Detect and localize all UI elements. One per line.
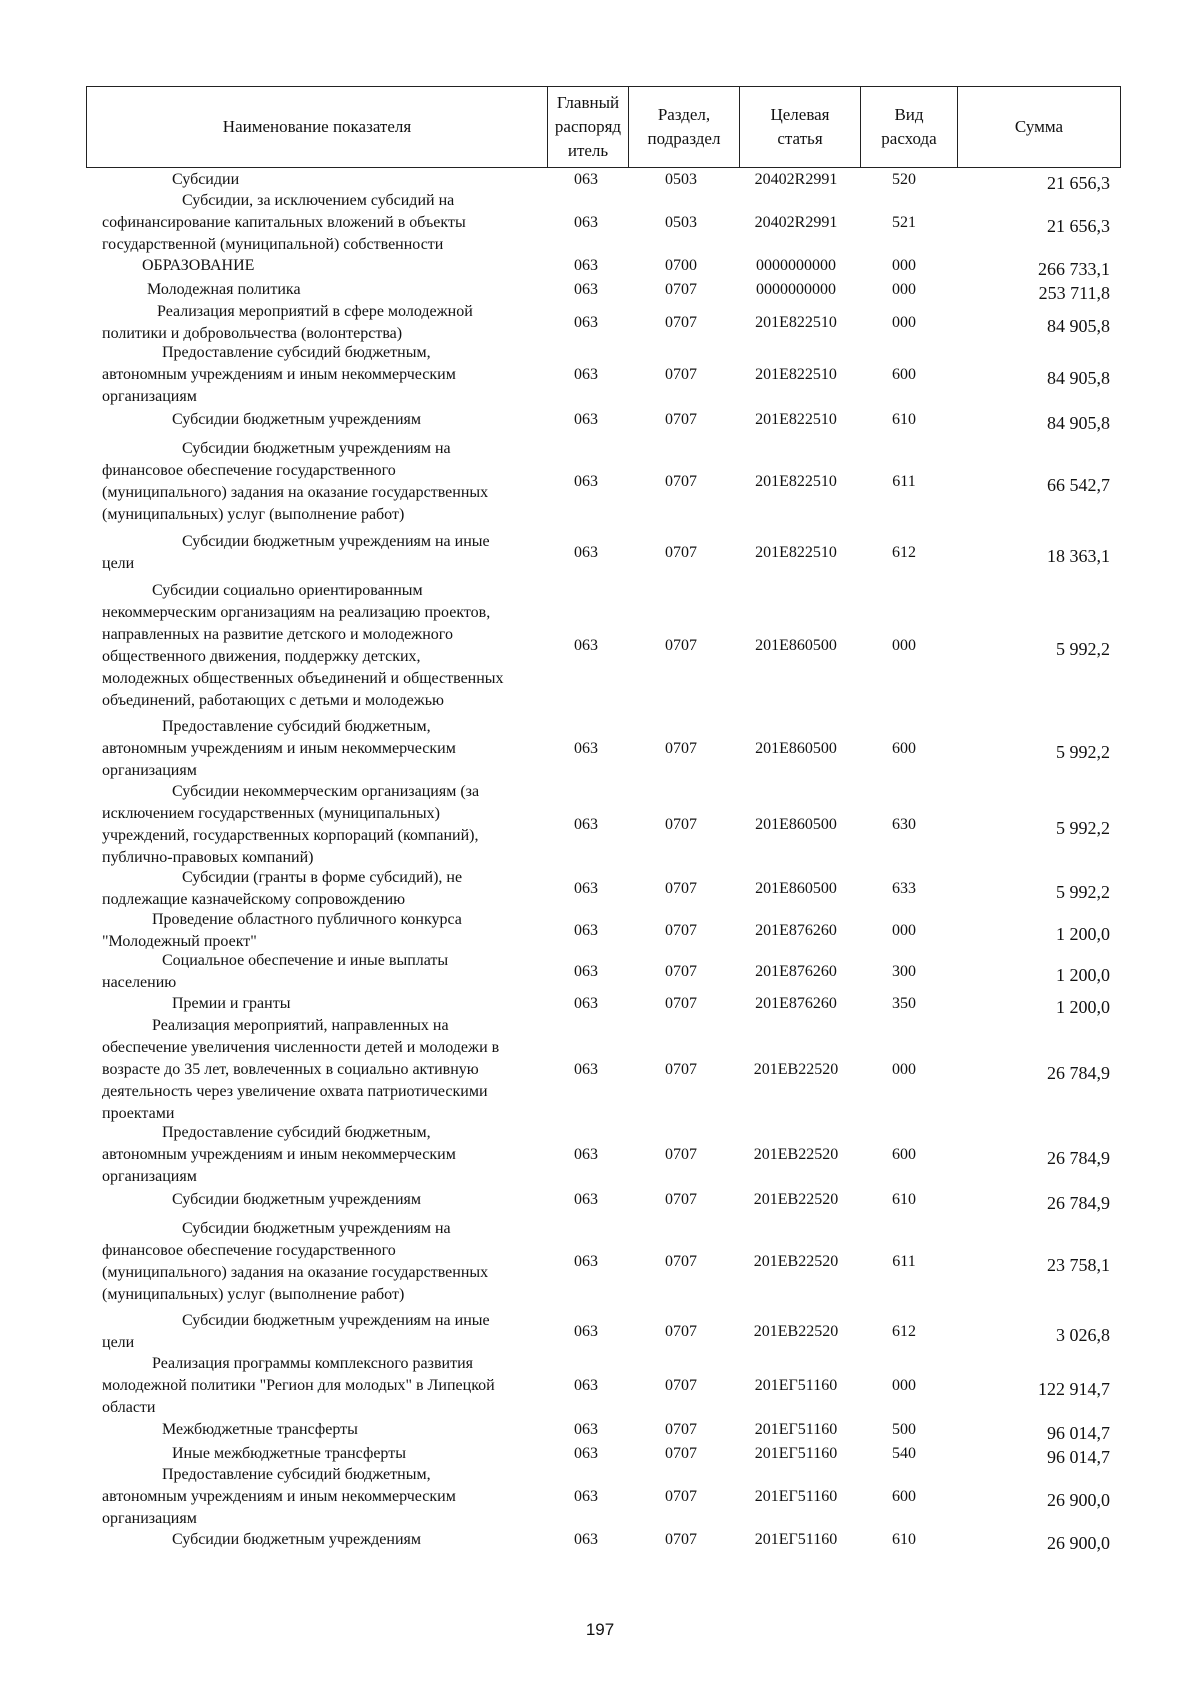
row-name-line: публично-правовых компаний): [102, 849, 314, 866]
row-summa: [952, 1443, 1114, 1465]
table-row: [86, 1124, 1114, 1186]
row-razdel: 0503: [665, 214, 697, 231]
row-name-line: Реализация мероприятий в сфере молодежной: [157, 303, 473, 320]
row-razdel: 0707: [665, 922, 697, 939]
row-celevaya: 201E860500: [755, 637, 837, 654]
table-row: [86, 344, 1114, 406]
row-summa-value: 5 992,2: [1056, 818, 1110, 838]
row-razdel: 0707: [665, 963, 697, 980]
table-row: [86, 254, 1114, 278]
row-glavny: 063: [574, 411, 598, 428]
row-summa-value: 26 784,9: [1047, 1193, 1110, 1213]
header-razdel-line: подраздел: [647, 129, 721, 148]
table-row: [86, 910, 1114, 952]
row-name-line: цели: [102, 555, 135, 572]
row-celevaya: 201E822510: [755, 411, 837, 428]
row-vid: 611: [892, 1253, 916, 1270]
row-celevaya: 201EB22520: [753, 1146, 839, 1163]
row-name-line: Субсидии некоммерческим организациям (за: [172, 783, 480, 800]
row-summa-value: 3 026,8: [1056, 1325, 1110, 1345]
row-name-line: Субсидии, за исключением субсидий на: [182, 192, 455, 209]
row-name-line: автономным учреждениям и иным некоммерческим: [102, 366, 456, 383]
row-razdel: 0707: [665, 1323, 697, 1340]
row-razdel: 0707: [665, 995, 697, 1012]
row-glavny: 063: [574, 637, 598, 654]
row-name-line: автономным учреждениям и иным некоммерческим: [102, 740, 456, 757]
header-vid: [861, 87, 958, 168]
row-summa: [952, 1144, 1114, 1166]
row-glavny: 063: [574, 171, 598, 188]
table-row: [86, 952, 1114, 992]
row-summa: [952, 169, 1114, 191]
row-name: [86, 409, 546, 431]
table-row: [86, 1214, 1114, 1310]
row-name-line: Реализация программы комплексного развития: [152, 1355, 473, 1372]
row-vid: 521: [892, 214, 916, 231]
row-name-line: проектами: [102, 1105, 175, 1122]
row-name: [86, 169, 546, 191]
row-summa: [952, 1321, 1114, 1343]
row-summa: [952, 814, 1114, 836]
row-name: [86, 950, 546, 994]
row-name-line: Субсидии бюджетным учреждениям: [172, 1191, 421, 1208]
row-celevaya: 0000000000: [756, 257, 836, 274]
row-summa-value: 84 905,8: [1047, 316, 1110, 336]
row-razdel: 0707: [665, 816, 697, 833]
row-celevaya: 20402R2991: [754, 171, 838, 188]
header-glavny-line: итель: [567, 141, 609, 160]
row-name: [86, 867, 546, 911]
page-number: 197: [585, 1620, 615, 1639]
row-summa: [952, 364, 1114, 386]
row-name-line: подлежащие казначейскому сопровождению: [102, 891, 406, 908]
row-vid: 350: [892, 995, 916, 1012]
row-name-line: Субсидии бюджетным учреждениям на: [182, 1220, 451, 1237]
row-name-line: обеспечение увеличения численности детей и молодежи в: [102, 1039, 500, 1056]
row-name: [86, 342, 546, 408]
row-glavny: 063: [574, 740, 598, 757]
row-name-line: финансовое обеспечение государственного: [102, 462, 396, 479]
row-celevaya: 201EГ51160: [754, 1377, 838, 1394]
row-vid: 600: [892, 1146, 916, 1163]
header-glavny: [548, 87, 629, 168]
row-name-line: некоммерческим организациям на реализацию проектов,: [102, 604, 491, 621]
row-razdel: 0707: [665, 1488, 697, 1505]
row-name: [86, 301, 546, 345]
row-glavny: 063: [574, 880, 598, 897]
row-celevaya: 201E876260: [755, 995, 837, 1012]
row-summa: [952, 635, 1114, 657]
row-razdel: 0707: [665, 314, 697, 331]
row-name: [86, 1443, 546, 1465]
row-name-line: Межбюджетные трансферты: [162, 1421, 358, 1438]
row-name-line: (муниципального) задания на оказание государственных: [102, 484, 489, 501]
row-summa: [952, 961, 1114, 983]
row-summa: [952, 312, 1114, 334]
table-row: [86, 406, 1114, 434]
row-vid: 300: [892, 963, 916, 980]
row-name-line: Молодежная политика: [147, 281, 301, 298]
row-summa-value: 26 784,9: [1047, 1063, 1110, 1083]
row-name-line: Субсидии бюджетным учреждениям на иные: [182, 1312, 490, 1329]
row-celevaya: 201E822510: [755, 314, 837, 331]
row-razdel: 0707: [665, 281, 697, 298]
table-row: [86, 1016, 1114, 1124]
row-summa-value: 21 656,3: [1047, 173, 1110, 193]
row-summa: [952, 255, 1114, 277]
row-summa-value: 23 758,1: [1047, 1255, 1110, 1275]
row-name: [86, 531, 546, 575]
row-name-line: населению: [102, 974, 177, 991]
row-celevaya: 201EB22520: [753, 1323, 839, 1340]
row-glavny: 063: [574, 1531, 598, 1548]
row-summa: [952, 1375, 1114, 1397]
row-name-line: учреждений, государственных корпораций (компаний),: [102, 827, 479, 844]
table-row: [86, 1186, 1114, 1214]
row-vid: 610: [892, 1531, 916, 1548]
row-glavny: 063: [574, 1445, 598, 1462]
row-name: [86, 716, 546, 782]
row-summa-value: 1 200,0: [1056, 924, 1110, 944]
row-name-line: организациям: [102, 1510, 197, 1527]
row-name: [86, 1218, 546, 1306]
table-row: [86, 1466, 1114, 1528]
row-razdel: 0707: [665, 411, 697, 428]
row-name-line: Социальное обеспечение и иные выплаты: [162, 952, 449, 969]
row-name: [86, 190, 546, 256]
row-summa-value: 21 656,3: [1047, 216, 1110, 236]
header-razdel-line: Раздел,: [657, 105, 711, 124]
row-vid: 000: [892, 637, 916, 654]
row-name-line: "Молодежный проект": [102, 933, 257, 950]
row-celevaya: 0000000000: [756, 281, 836, 298]
table-row: [86, 992, 1114, 1016]
table-row: [86, 1442, 1114, 1466]
row-celevaya: 20402R2991: [754, 214, 838, 231]
row-glavny: 063: [574, 257, 598, 274]
row-name: [86, 1529, 546, 1551]
row-name-line: Предоставление субсидий бюджетным,: [162, 344, 431, 361]
header-glavny-line: Главный: [556, 93, 620, 112]
row-celevaya: 201EГ51160: [754, 1488, 838, 1505]
row-vid: 612: [892, 544, 916, 561]
row-name: [86, 580, 546, 712]
header-celevaya-line: статья: [777, 129, 823, 148]
row-summa: [952, 1529, 1114, 1551]
row-name-line: Предоставление субсидий бюджетным,: [162, 1466, 431, 1483]
row-name: [86, 255, 546, 277]
row-name-line: (муниципального) задания на оказание государственных: [102, 1264, 489, 1281]
row-vid: 600: [892, 740, 916, 757]
row-vid: 630: [892, 816, 916, 833]
row-celevaya: 201E876260: [755, 922, 837, 939]
row-summa: [952, 409, 1114, 431]
row-razdel: 0707: [665, 1061, 697, 1078]
row-name-line: исключением государственных (муниципальных): [102, 805, 440, 822]
row-vid: 633: [892, 880, 916, 897]
row-celevaya: 201EГ51160: [754, 1445, 838, 1462]
row-summa: [952, 1419, 1114, 1441]
row-summa-value: 5 992,2: [1056, 639, 1110, 659]
row-celevaya: 201E822510: [755, 544, 837, 561]
row-name-line: Субсидии: [172, 171, 240, 188]
row-name: [86, 909, 546, 953]
row-razdel: 0700: [665, 257, 697, 274]
table-row: [86, 1354, 1114, 1418]
row-name-line: софинансирование капитальных вложений в объекты: [102, 214, 466, 231]
row-name-line: деятельность через увеличение охвата патриотическими: [102, 1083, 488, 1100]
row-glavny: 063: [574, 214, 598, 231]
row-name-line: молодежных общественных объединений и общественных: [102, 670, 504, 687]
table-row: [86, 434, 1114, 530]
table-row: [86, 782, 1114, 868]
row-name-line: Субсидии (гранты в форме субсидий), не: [182, 869, 463, 886]
row-summa: [952, 878, 1114, 900]
row-summa: [952, 212, 1114, 234]
row-vid: 540: [892, 1445, 916, 1462]
row-razdel: 0707: [665, 473, 697, 490]
row-razdel: 0707: [665, 366, 697, 383]
row-name-line: Предоставление субсидий бюджетным,: [162, 718, 431, 735]
row-razdel: 0707: [665, 1421, 697, 1438]
header-vid-line: расхода: [881, 129, 937, 148]
row-name-line: (муниципальных) услуг (выполнение работ): [102, 506, 405, 523]
row-name-line: финансовое обеспечение государственного: [102, 1242, 396, 1259]
row-glavny: 063: [574, 473, 598, 490]
table-body: [86, 168, 1114, 1552]
row-vid: 000: [892, 281, 916, 298]
row-glavny: 063: [574, 281, 598, 298]
row-celevaya: 201E860500: [755, 816, 837, 833]
row-razdel: 0707: [665, 637, 697, 654]
row-summa: [952, 1251, 1114, 1273]
row-razdel: 0707: [665, 1253, 697, 1270]
row-summa: [952, 738, 1114, 760]
row-razdel: 0707: [665, 740, 697, 757]
row-summa-value: 84 905,8: [1047, 368, 1110, 388]
table-row: [86, 302, 1114, 344]
table-row: [86, 1528, 1114, 1552]
row-name: [86, 1015, 546, 1125]
table-row: [86, 868, 1114, 910]
table-row: [86, 576, 1114, 716]
row-name-line: государственной (муниципальной) собственности: [102, 236, 444, 253]
row-name-line: возрасте до 35 лет, вовлеченных в социально активную: [102, 1061, 479, 1078]
row-vid: 000: [892, 257, 916, 274]
row-name-line: общественного движения, поддержку детских,: [102, 648, 421, 665]
row-name-line: Субсидии социально ориентированным: [152, 582, 423, 599]
row-razdel: 0707: [665, 880, 697, 897]
row-glavny: 063: [574, 1253, 598, 1270]
row-name-line: (муниципальных) услуг (выполнение работ): [102, 1286, 405, 1303]
row-name: [86, 279, 546, 301]
row-name-line: Субсидии бюджетным учреждениям: [172, 411, 421, 428]
row-name-line: Премии и гранты: [172, 995, 291, 1012]
header-glavny-line: распоряд: [554, 117, 622, 136]
row-name: [86, 781, 546, 869]
header-celevaya-line: Целевая: [770, 105, 830, 124]
row-celevaya: 201EГ51160: [754, 1421, 838, 1438]
row-name-line: направленных на развитие детского и молодежного: [102, 626, 453, 643]
row-vid: 520: [892, 171, 916, 188]
row-vid: 000: [892, 314, 916, 331]
row-vid: 000: [892, 1061, 916, 1078]
row-summa-value: 26 900,0: [1047, 1533, 1110, 1553]
row-celevaya: 201E822510: [755, 366, 837, 383]
row-name-line: Предоставление субсидий бюджетным,: [162, 1124, 431, 1141]
row-summa-value: 5 992,2: [1056, 882, 1110, 902]
row-name-line: Иные межбюджетные трансферты: [172, 1445, 406, 1462]
row-vid: 610: [892, 411, 916, 428]
row-summa-value: 96 014,7: [1047, 1423, 1110, 1443]
row-name-line: области: [102, 1399, 156, 1416]
header-razdel: [629, 87, 740, 168]
row-razdel: 0707: [665, 1146, 697, 1163]
row-glavny: 063: [574, 544, 598, 561]
row-summa: [952, 993, 1114, 1015]
row-name: [86, 1189, 546, 1211]
row-summa: [952, 1189, 1114, 1211]
row-razdel: 0503: [665, 171, 697, 188]
row-glavny: 063: [574, 1323, 598, 1340]
row-glavny: 063: [574, 995, 598, 1012]
row-celevaya: 201EГ51160: [754, 1531, 838, 1548]
row-razdel: 0707: [665, 1377, 697, 1394]
row-name-line: автономным учреждениям и иным некоммерческим: [102, 1146, 456, 1163]
row-name-line: Субсидии бюджетным учреждениям на иные: [182, 533, 490, 550]
header-celevaya: [740, 87, 861, 168]
row-glavny: 063: [574, 314, 598, 331]
row-vid: 600: [892, 366, 916, 383]
row-summa-value: 26 784,9: [1047, 1148, 1110, 1168]
row-name: [86, 1310, 546, 1354]
row-vid: 000: [892, 1377, 916, 1394]
row-glavny: 063: [574, 1146, 598, 1163]
row-name: [86, 1464, 546, 1530]
table-row: [86, 278, 1114, 302]
row-summa-value: 266 733,1: [1038, 259, 1110, 279]
row-glavny: 063: [574, 922, 598, 939]
row-name-line: организациям: [102, 762, 197, 779]
row-name: [86, 1353, 546, 1419]
row-razdel: 0707: [665, 544, 697, 561]
row-celevaya: 201E822510: [755, 473, 837, 490]
row-summa-value: 5 992,2: [1056, 742, 1110, 762]
row-name: [86, 1419, 546, 1441]
table-header: [86, 86, 1121, 168]
row-summa-value: 66 542,7: [1047, 475, 1110, 495]
row-celevaya: 201E876260: [755, 963, 837, 980]
row-summa: [952, 920, 1114, 942]
row-glavny: 063: [574, 963, 598, 980]
row-name: [86, 993, 546, 1015]
row-summa-value: 122 914,7: [1038, 1379, 1110, 1399]
row-glavny: 063: [574, 816, 598, 833]
row-summa: [952, 279, 1114, 301]
row-glavny: 063: [574, 1061, 598, 1078]
row-summa-value: 26 900,0: [1047, 1490, 1110, 1510]
header-summa: Сумма: [958, 87, 1121, 168]
row-name-line: политики и добровольчества (волонтерства): [102, 325, 403, 342]
row-vid: 610: [892, 1191, 916, 1208]
row-glavny: 063: [574, 1421, 598, 1438]
row-name: [86, 1122, 546, 1188]
row-name-line: организациям: [102, 388, 197, 405]
row-glavny: 063: [574, 1191, 598, 1208]
row-name-line: объединений, работающих с детьми и молодежью: [102, 692, 444, 709]
row-summa-value: 96 014,7: [1047, 1447, 1110, 1467]
row-celevaya: 201EB22520: [753, 1253, 839, 1270]
row-glavny: 063: [574, 366, 598, 383]
row-name-line: Реализация мероприятий, направленных на: [152, 1017, 449, 1034]
row-summa: [952, 1059, 1114, 1081]
row-razdel: 0707: [665, 1531, 697, 1548]
row-name-line: организациям: [102, 1168, 197, 1185]
row-vid: 612: [892, 1323, 916, 1340]
row-glavny: 063: [574, 1377, 598, 1394]
row-name-line: Субсидии бюджетным учреждениям на: [182, 440, 451, 457]
table-row: [86, 168, 1114, 192]
row-celevaya: 201E860500: [755, 740, 837, 757]
row-name-line: цели: [102, 1334, 135, 1351]
header-name: Наименование показателя: [87, 87, 548, 168]
table-row: [86, 1310, 1114, 1354]
row-name-line: Субсидии бюджетным учреждениям: [172, 1531, 421, 1548]
row-name-line: Проведение областного публичного конкурса: [152, 911, 462, 928]
row-razdel: 0707: [665, 1191, 697, 1208]
row-vid: 611: [892, 473, 916, 490]
row-summa-value: 84 905,8: [1047, 413, 1110, 433]
table-row: [86, 716, 1114, 782]
row-name: [86, 438, 546, 526]
row-vid: 600: [892, 1488, 916, 1505]
row-celevaya: 201EB22520: [753, 1061, 839, 1078]
row-vid: 500: [892, 1421, 916, 1438]
row-name-line: автономным учреждениям и иным некоммерческим: [102, 1488, 456, 1505]
row-name-line: ОБРАЗОВАНИЕ: [142, 257, 255, 274]
row-razdel: 0707: [665, 1445, 697, 1462]
row-summa-value: 1 200,0: [1056, 965, 1110, 985]
row-summa: [952, 1486, 1114, 1508]
row-glavny: 063: [574, 1488, 598, 1505]
row-name-line: молодежной политики "Регион для молодых" в Липецкой: [102, 1377, 495, 1394]
table-row: [86, 192, 1114, 254]
row-summa-value: 253 711,8: [1038, 283, 1110, 303]
table-row: [86, 530, 1114, 576]
row-vid: 000: [892, 922, 916, 939]
row-summa-value: 18 363,1: [1047, 546, 1110, 566]
row-summa: [952, 471, 1114, 493]
row-celevaya: 201E860500: [755, 880, 837, 897]
header-vid-line: Вид: [894, 105, 924, 124]
row-celevaya: 201EB22520: [753, 1191, 839, 1208]
row-summa-value: 1 200,0: [1056, 997, 1110, 1017]
table-row: [86, 1418, 1114, 1442]
row-summa: [952, 542, 1114, 564]
